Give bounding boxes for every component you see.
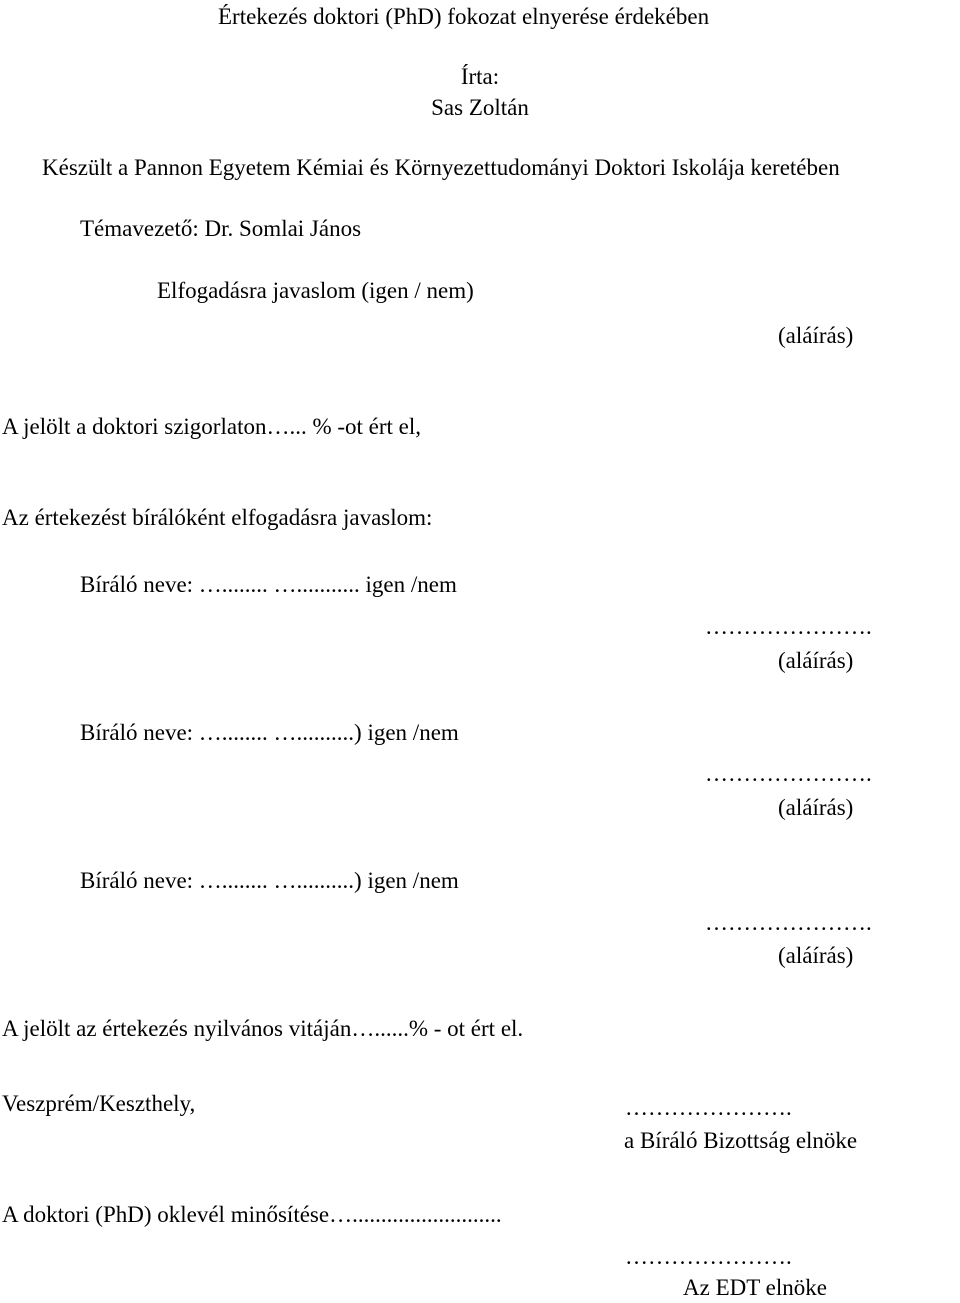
defense-result-line: A jelölt az értekezés nyilvános vitáján…......% - ot ért el. (2, 1016, 524, 1041)
supervisor-recommendation: Elfogadásra javaslom (igen / nem) (157, 278, 474, 303)
supervisor-signature-label: (aláírás) (778, 323, 854, 348)
author-name: Sas Zoltán (431, 95, 529, 120)
committee-chair-label: a Bíráló Bizottság elnöke (624, 1128, 858, 1153)
reviewer-2-signature-dots: …………………. (705, 761, 872, 786)
supervisor-line: Témavezető: Dr. Somlai János (80, 216, 362, 241)
reviewer-3-signature-label: (aláírás) (778, 943, 854, 968)
document-title: Értekezés doktori (PhD) fokozat elnyerése érdekében (218, 4, 710, 29)
committee-signature-dots: …………………. (625, 1095, 792, 1120)
edt-signature-dots: …………………. (625, 1244, 792, 1269)
reviewer-3-signature-dots: …………………. (705, 910, 872, 935)
place-line: Veszprém/Keszthely, (2, 1091, 196, 1116)
reviewer-1-signature-dots: …………………. (705, 614, 872, 639)
exam-result-line: A jelölt a doktori szigorlaton…... % -ot ért el, (2, 414, 422, 439)
author-label: Írta: (460, 64, 500, 89)
reviewer-2-signature-label: (aláírás) (778, 795, 854, 820)
edt-chair-label: Az EDT elnöke (683, 1275, 827, 1300)
institution-line: Készült a Pannon Egyetem Kémiai és Környezettudományi Doktori Iskolája keretében (42, 155, 840, 180)
reviewer-1-signature-label: (aláírás) (778, 648, 854, 673)
reviewer-intro: Az értekezést bírálóként elfogadásra javaslom: (2, 505, 433, 530)
reviewer-2-line: Bíráló neve: …........ …..........) igen /nem (80, 720, 459, 745)
reviewer-3-line: Bíráló neve: …........ …..........) igen /nem (80, 868, 459, 893)
diploma-rating-line: A doktori (PhD) oklevél minősítése….......................... (2, 1202, 502, 1227)
reviewer-1-line: Bíráló neve: …........ …........... igen /nem (80, 572, 457, 597)
